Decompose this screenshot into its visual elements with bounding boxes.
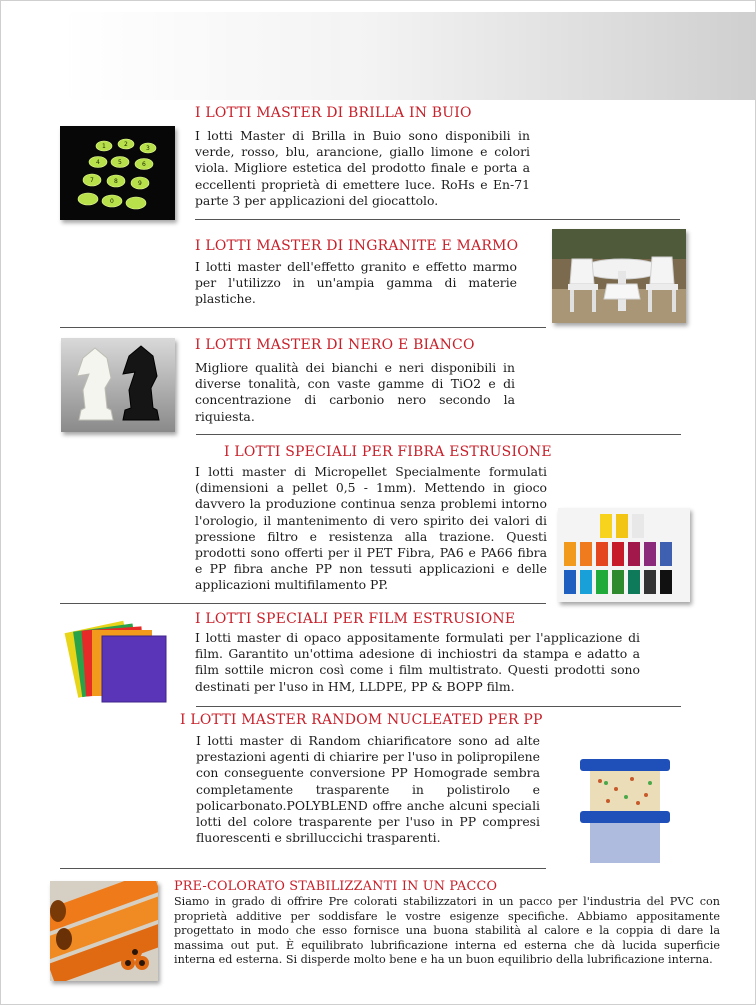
colored-film-sheets-image	[62, 614, 176, 708]
divider	[196, 434, 681, 435]
glow-keypad-image	[60, 126, 175, 220]
divider	[196, 706, 681, 707]
plastic-garden-furniture-image	[552, 229, 686, 323]
chess-knights-image	[61, 338, 175, 432]
section-title: I LOTTI SPECIALI PER FILM ESTRUSIONE	[195, 611, 516, 627]
svg-text:2: 2	[124, 141, 128, 148]
section-text: Migliore qualità dei bianchi e neri disponibili in diverse tonalità, con vaste gamme di TiO2 e di concentrazione di carbonio nero secondo la riquiesta.	[195, 360, 515, 424]
divider	[195, 219, 680, 220]
section-text: I lotti master di Micropellet Specialmente formulati (dimensioni a pellet 0,5 - 1mm). Mettendo in gioco davvero la produzione continua senza problemi intorno l'orologio, il mantenimento di vero spirito dei valori di pressione filtro e resistenza alla trazione. Questi prodotti sono offerti per il PET Fibra, PA6 e PA66 fibra e PP fibra anche PP non tessuti applicazioni e delle applicazioni multifilamento PP.	[195, 464, 547, 593]
divider	[60, 603, 546, 604]
divider	[60, 327, 546, 328]
orange-pvc-pipes-image	[50, 881, 158, 981]
svg-text:9: 9	[138, 180, 142, 187]
thread-spools-image	[558, 508, 690, 602]
svg-text:8: 8	[114, 178, 118, 185]
section-title: I LOTTI MASTER RANDOM NUCLEATED PER PP	[180, 712, 543, 728]
section-title: I LOTTI MASTER DI BRILLA IN BUIO	[195, 105, 472, 121]
svg-text:4: 4	[96, 159, 100, 166]
svg-text:5: 5	[118, 159, 122, 166]
svg-text:7: 7	[90, 177, 94, 184]
header-gradient-band	[60, 12, 756, 100]
section-title: I LOTTI SPECIALI PER FIBRA ESTRUSIONE	[224, 444, 552, 460]
section-text: I lotti Master di Brilla in Buio sono disponibili in verde, rosso, blu, arancione, giallo limone e colori viola. Migliore estetica del prodotto finale e porta a eccellenti proprietà di emettere luce. RoHs e En-71 parte 3 per applicazioni del giocattolo.	[195, 128, 530, 208]
clear-containers-image	[566, 753, 686, 869]
svg-text:6: 6	[142, 161, 146, 168]
section-title: I LOTTI MASTER DI NERO E BIANCO	[195, 337, 475, 353]
svg-text:1: 1	[102, 143, 106, 150]
svg-text:3: 3	[146, 145, 150, 152]
section-text: Siamo in grado di offrire Pre colorati stabilizzatori in un pacco per l'industria del PVC con proprietà additive per soddisfare le vostre esigenze specifiche. Abbiamo appositamente progettato in modo che esso fornisce una buona stabilità al calore e la coppia di dare la massima out put. È equilibrato lubrificazione interna ed esterna che dà lucida superficie interna ed esterna. Si disperde molto bene e ha un buon equilibrio della lubrificazione interna.	[174, 895, 720, 967]
section-title: I LOTTI MASTER DI INGRANITE E MARMO	[195, 238, 519, 254]
section-text: I lotti master di Random chiarificatore sono ad alte prestazioni agenti di chiarire per l'uso in polipropilene con conseguente conversione PP Homograde sembra completamente trasparente in polistirolo e policarbonato.POLYBLEND offre anche alcuni speciali lotti del colore trasparente per l'uso in PP compresi fluorescenti e sbrilluccichi trasparenti.	[196, 733, 540, 846]
svg-text:0: 0	[110, 198, 114, 205]
section-text: I lotti master di opaco appositamente formulati per l'applicazione di film. Garantito un'ottima adesione di inchiostri da stampa e adatto a film sottile micron così come i film multistrato. Questi prodotti sono destinati per l'uso in HM, LLDPE, PP & BOPP film.	[195, 630, 640, 694]
section-text: I lotti master dell'effetto granito e effetto marmo per l'utilizzo in un'ampia gamma di materie plastiche.	[195, 259, 517, 307]
divider	[60, 868, 546, 869]
section-title: PRE-COLORATO STABILIZZANTI IN UN PACCO	[174, 879, 498, 894]
